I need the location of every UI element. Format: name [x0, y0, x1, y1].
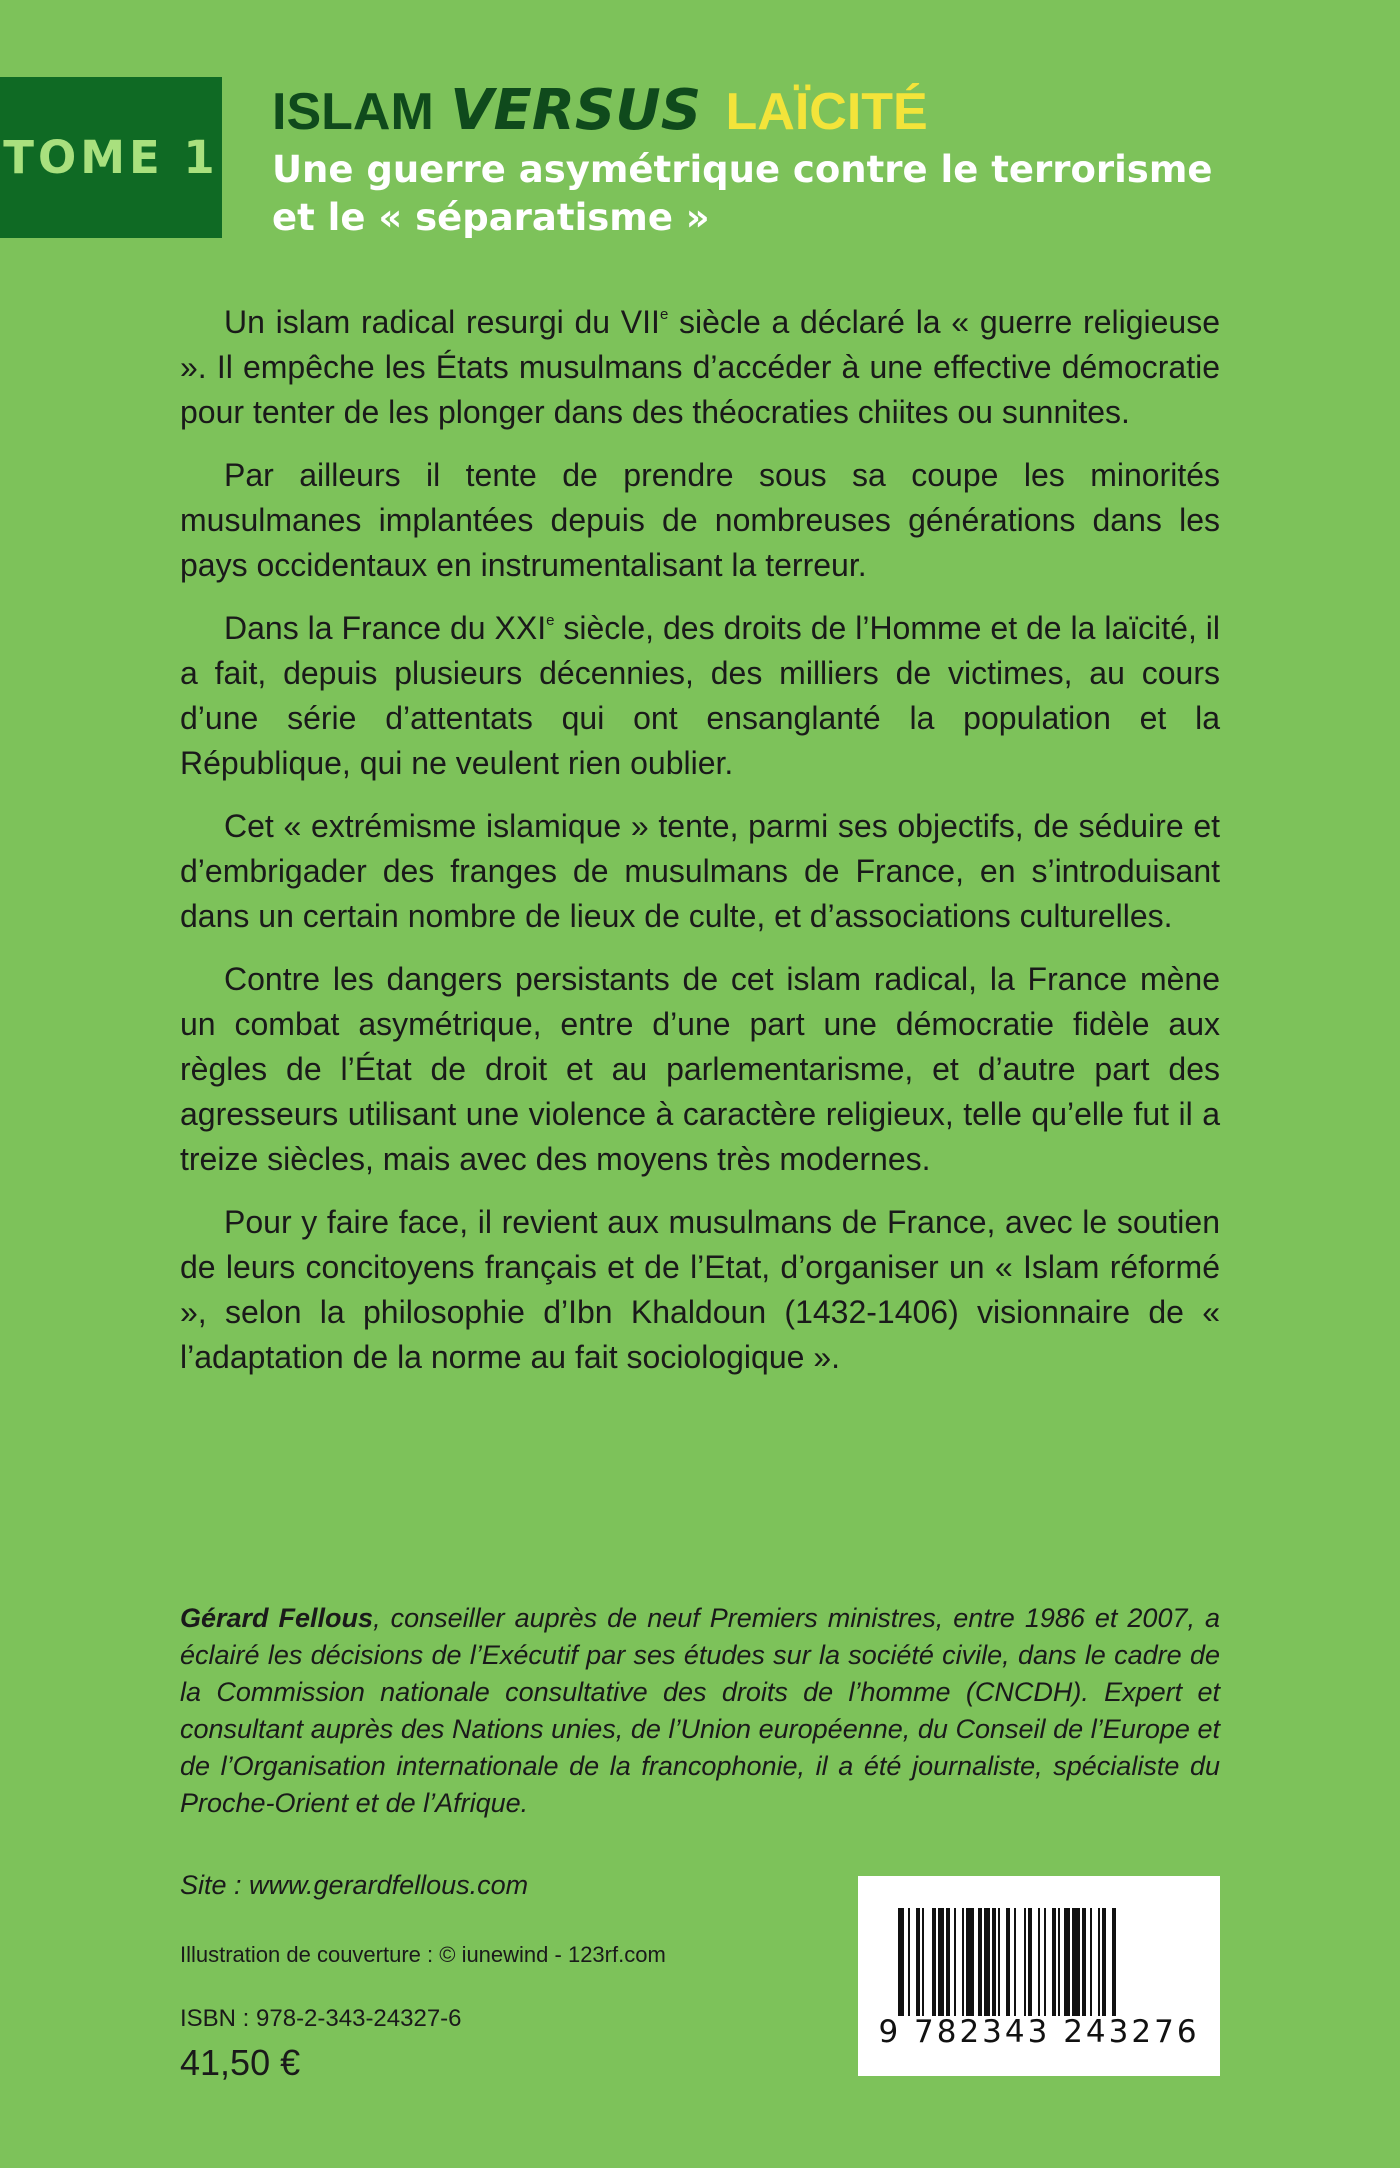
barcode-bar	[938, 1908, 944, 2016]
barcode-bar	[1038, 1908, 1040, 2016]
p3-start: Dans la France du XXI	[224, 610, 547, 646]
barcode-bar	[992, 1908, 996, 2016]
barcode-bar	[1102, 1908, 1106, 2016]
barcode-bar	[962, 1908, 964, 2016]
book-title	[272, 78, 928, 143]
p1-end: siècle a déclaré la « guerre religieuse ». Il empêche les États musulmans d’accéder à une effective démocratie pour tenter de les plonger dans des théocraties chiites ou sunnites.	[180, 304, 1221, 430]
barcode	[858, 1876, 1220, 2076]
p1-superscript: e	[659, 306, 669, 323]
subtitle-line-2: et le « séparatisme »	[272, 196, 710, 239]
price: 41,50 €	[180, 2042, 301, 2083]
barcode-bar	[1044, 1908, 1046, 2016]
barcode-bar	[946, 1908, 950, 2016]
barcode-bar	[966, 1908, 974, 2016]
barcode-bar	[1090, 1908, 1092, 2016]
barcode-bar	[978, 1908, 982, 2016]
blurb-paragraph-5: Contre les dangers persistants de cet islam radical, la France mène un combat asymétrique, entre d’une part une démocratie fidèle aux règles de l’État de droit et au parlementarisme, et d’autre part des agresseurs utilisant une violence à caractère religieux, telle qu’elle fut il a treize siècles, mais avec des moyens très modernes.	[180, 961, 1220, 1177]
isbn: ISBN : 978-2-343-24327-6	[180, 2005, 462, 2032]
barcode-bar	[898, 1908, 904, 2016]
barcode-bar	[998, 1908, 1000, 2016]
author-name: Gérard Fellous	[180, 1603, 374, 1633]
barcode-bar	[1098, 1908, 1100, 2016]
barcode-bar	[1006, 1908, 1010, 2016]
tome-label: TOME 1	[3, 131, 219, 184]
p3-end: siècle, des droits de l’Homme et de la laïcité, il a fait, depuis plusieurs décennies, des milliers de victimes, au cours d’une série d’attentats qui ont ensanglanté la population et la République, qui ne veulent rien oublier.	[180, 610, 1220, 781]
barcode-bar	[1052, 1908, 1056, 2016]
p1-start: Un islam radical resurgi du VII	[224, 304, 660, 340]
blurb-paragraph-2: Par ailleurs il tente de prendre sous sa coupe les minorités musulmanes implantées depuis de nombreuses générations dans les pays occidentaux en instrumentalisant la terreur.	[180, 457, 1220, 583]
blurb-paragraph-1	[180, 300, 1220, 435]
barcode-bar	[1082, 1908, 1086, 2016]
barcode-bar	[954, 1908, 956, 2016]
barcode-bar	[1064, 1908, 1070, 2016]
blurb-paragraph-3	[180, 606, 1220, 786]
barcode-bar	[1072, 1908, 1080, 2016]
barcode-bars	[868, 1908, 1210, 2016]
blurb-paragraph-4: Cet « extrémisme islamique » tente, parmi ses objectifs, de séduire et d’embrigader des franges de musulmans de France, en s’introduisant dans un certain nombre de lieux de culte, et d’associations culturelles.	[180, 808, 1220, 934]
blurb-paragraph-6: Pour y faire face, il revient aux musulmans de France, avec le soutien de leurs concitoyens français et de l’Etat, d’organiser un « Islam réformé », selon la philosophie d’Ibn Khaldoun (1432-1406) visionnaire de « l’adaptation de la norme au fait sociologique ».	[180, 1204, 1220, 1375]
title-versus: VERSUS	[450, 78, 702, 143]
barcode-bar	[922, 1908, 924, 2016]
barcode-bar	[984, 1908, 990, 2016]
author-bio-text: , conseiller auprès de neuf Premiers ministres, entre 1986 et 2007, a éclairé les décisions de l’Exécutif par ses études sur la société civile, dans le cadre de la Commission nationale consultative des droits de l’homme (CNCDH). Expert et consultant auprès des Nations unies, de l’Union européenne, du Conseil de l’Europe et de l’Organisation internationale de la francophonie, il a été journaliste, spécialiste du Proche-Orient et de l’Afrique.	[180, 1603, 1220, 1818]
barcode-bar	[908, 1908, 910, 2016]
barcode-bar	[1058, 1908, 1060, 2016]
barcode-bar	[1024, 1908, 1026, 2016]
p3-superscript: e	[546, 612, 555, 629]
subtitle-line-1: Une guerre asymétrique contre le terrorisme	[272, 148, 1213, 191]
barcode-bar	[916, 1908, 920, 2016]
blurb	[180, 300, 1220, 1398]
author-website: Site : www.gerardfellous.com	[180, 1870, 529, 1900]
barcode-bar	[1014, 1908, 1016, 2016]
cover-credit: Illustration de couverture : © iunewind - 123rf.com	[180, 1942, 666, 1967]
barcode-bar	[932, 1908, 936, 2016]
barcode-number: 9 782343 243276	[878, 2014, 1200, 2050]
title-islam: ISLAM	[272, 83, 434, 141]
author-bio	[180, 1600, 1220, 1822]
barcode-bar	[1112, 1908, 1116, 2016]
title-laicite: LAÏCITÉ	[725, 83, 928, 141]
tome-badge	[0, 77, 222, 238]
barcode-bar	[1028, 1908, 1032, 2016]
book-subtitle	[272, 146, 1272, 242]
